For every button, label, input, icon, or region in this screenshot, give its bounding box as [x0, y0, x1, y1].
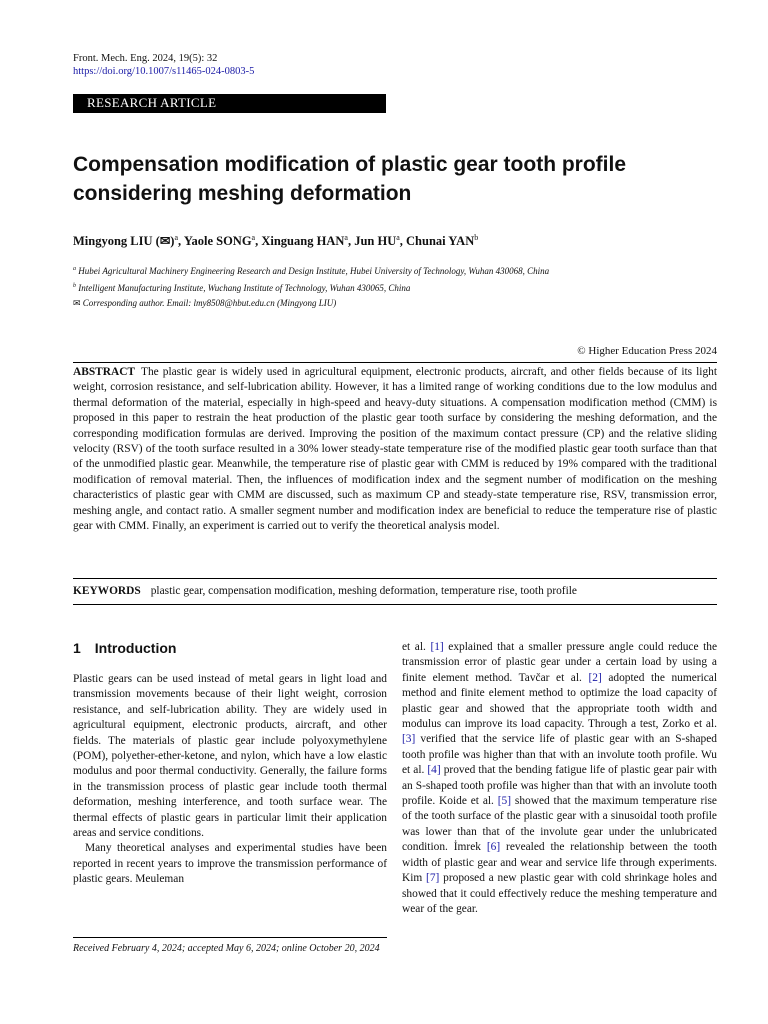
envelope-icon[interactable]: (✉) [155, 234, 175, 249]
article-title: Compensation modification of plastic gear tooth profile considering meshing deformation [73, 153, 627, 205]
section-heading [73, 640, 176, 656]
abstract-label: ABSTRACT [73, 366, 136, 378]
author: Jun $HU^a$, [354, 233, 407, 249]
affiliations [73, 263, 723, 312]
citation-link[interactable]: [4] [427, 764, 441, 777]
paragraph: Many theoretical analyses and experimental studies have been reported in recent years to improve the transmission performance of plastic gears. Meuleman [73, 842, 387, 886]
citation-link[interactable]: [3] [402, 733, 416, 746]
doi-link[interactable]: https://doi.org/10.1007/s11465-024-0803-5 [73, 66, 255, 77]
article-type-banner [73, 94, 386, 113]
author: Mingyong LIU (✉)$^a$, [73, 233, 184, 249]
citation-link[interactable]: [1] [430, 641, 444, 653]
citation-link[interactable]: [5] [497, 795, 512, 808]
section-number: 1 [73, 640, 81, 656]
received-dates: Received February 4, 2024; accepted May 6, 2024; online October 20, 2024 [73, 943, 380, 954]
divider [73, 362, 717, 363]
left-column [73, 672, 387, 888]
paragraph: et al. [1] explained that a smaller pressure angle could reduce the transmission error of plastic gear under a certain load by using a finite element method. Tavčar et al. [2] adopted the numerical method and finite element method to optimize the load capacity of plastic gear and showed that the appropriate tooth width and modulus can improve its load capacity. Through a test, Zorko et al. [3] verified that the service life of plastic gear with an S-shaped tooth profile was higher than that with an involute tooth profile. Wu et al. [4] proved that the bending fatigue life of plastic gear pair with an S-shaped tooth profile was higher than that with an involute tooth profile. Koide et al. [5] showed that the maximum temperature rise of the tooth surface of the plastic gear with a sinusoidal tooth profile was lower than that of the involute gear under the unlubricated condition. İmrek [6] revealed the relationship between the tooth width of plastic gear and wear and service life through experiments. Kim [7] proposed a new plastic gear with cold shrinkage holes and showed that it could effectively reduce the meshing temperature and wear of the gear. [402, 641, 718, 915]
keywords-text: plastic gear, compensation modification, meshing deformation, temperature rise, tooth profile [150, 585, 577, 597]
affiliation-b: $^b$ Intelligent Manufacturing Institute, Wuchang Institute of Technology, Wuhan 430065, China [73, 283, 411, 293]
right-column [402, 640, 717, 917]
abstract-text: The plastic gear is widely used in agricultural equipment, electronic products, aircraft, and other fields because of its light weight, corrosion resistance, and self-lubrication ability. However, it has a limited range of working conditions due to the low modulus and thermal deformation of the material, especially in high-speed and heavy-duty situations. A compensation modification method (CMM) is proposed in this paper to restrain the heat production of the plastic gear tooth surface by considering the meshing deformation, and the corresponding modification formulas are derived. Improving the position of the maximum contact pressure (CP) and the relative sliding velocity (RSV) of the tooth surface resulted in a 30% lower steady-state temperature rise of the modified plastic gear tooth surface than that of the unmodified plastic gear. Meanwhile, the temperature rise of plastic gear with CMM is reduced by 19% compared with the traditional modification of removal material. Then, the influences of modification index and the segment number of modification on the meshing characteristics of plastic gear with CMM are discussed, such as maximum CP and steady-state temperature rise, RSV, transmission error, meshing angle, and contact ratio. A smaller segment number and modification index are beneficial to reduce the temperature rise of plastic gear with CMM. Finally, an experiment is carried out to verify the theoretical analysis model. [73, 366, 717, 533]
envelope-icon: ✉ [73, 298, 81, 308]
keywords-label: KEYWORDS [73, 585, 141, 597]
divider [73, 578, 717, 579]
author: Yaole SONG$^a$, [183, 233, 262, 249]
divider [73, 604, 717, 605]
paragraph: Plastic gears can be used instead of metal gears in light load and transmission movements because of their light weight, corrosion resistance, and self-lubrication ability. They are widely used in agricultural equipment, electronic products, aircraft, and other fields. The materials of plastic gear include polyoxymethylene (POM), polyether-ether-ketone, and nylon, which have a low elastic modulus and poor thermal conductivity. Generally, the failure forms in the transmission process of plastic gear include tooth thermal deformation, meshing interference, and tooth surface wear. The thermal effects of plastic gears in particular limit their application areas and service conditions. [73, 673, 387, 840]
keywords [73, 585, 717, 597]
citation-link[interactable]: [2] [588, 671, 602, 684]
citation-link[interactable]: [7] [426, 872, 440, 885]
journal-header [73, 52, 254, 78]
copyright-notice: © Higher Education Press 2024 [577, 345, 717, 357]
abstract [73, 365, 717, 534]
footnote-rule [73, 937, 387, 938]
article-type-label: RESEARCH ARTICLE [87, 95, 217, 110]
section-title: Introduction [94, 640, 177, 656]
affiliation-a: $^a$ Hubei Agricultural Machinery Engineering Research and Design Institute, Hubei University of Technology, Wuhan 430068, China [73, 266, 550, 276]
journal-citation: Front. Mech. Eng. 2024, 19(5): 32 [73, 53, 218, 64]
citation-link[interactable]: [6] [486, 841, 501, 854]
corresponding-author: ✉ Corresponding author. Email: lmy8508@hbut.edu.cn (Mingyong LIU) [73, 298, 337, 308]
author-list [73, 233, 478, 249]
author: Xinguang HAN$^a$, [261, 233, 355, 249]
author: Chunai YAN$^b$ [406, 233, 479, 249]
